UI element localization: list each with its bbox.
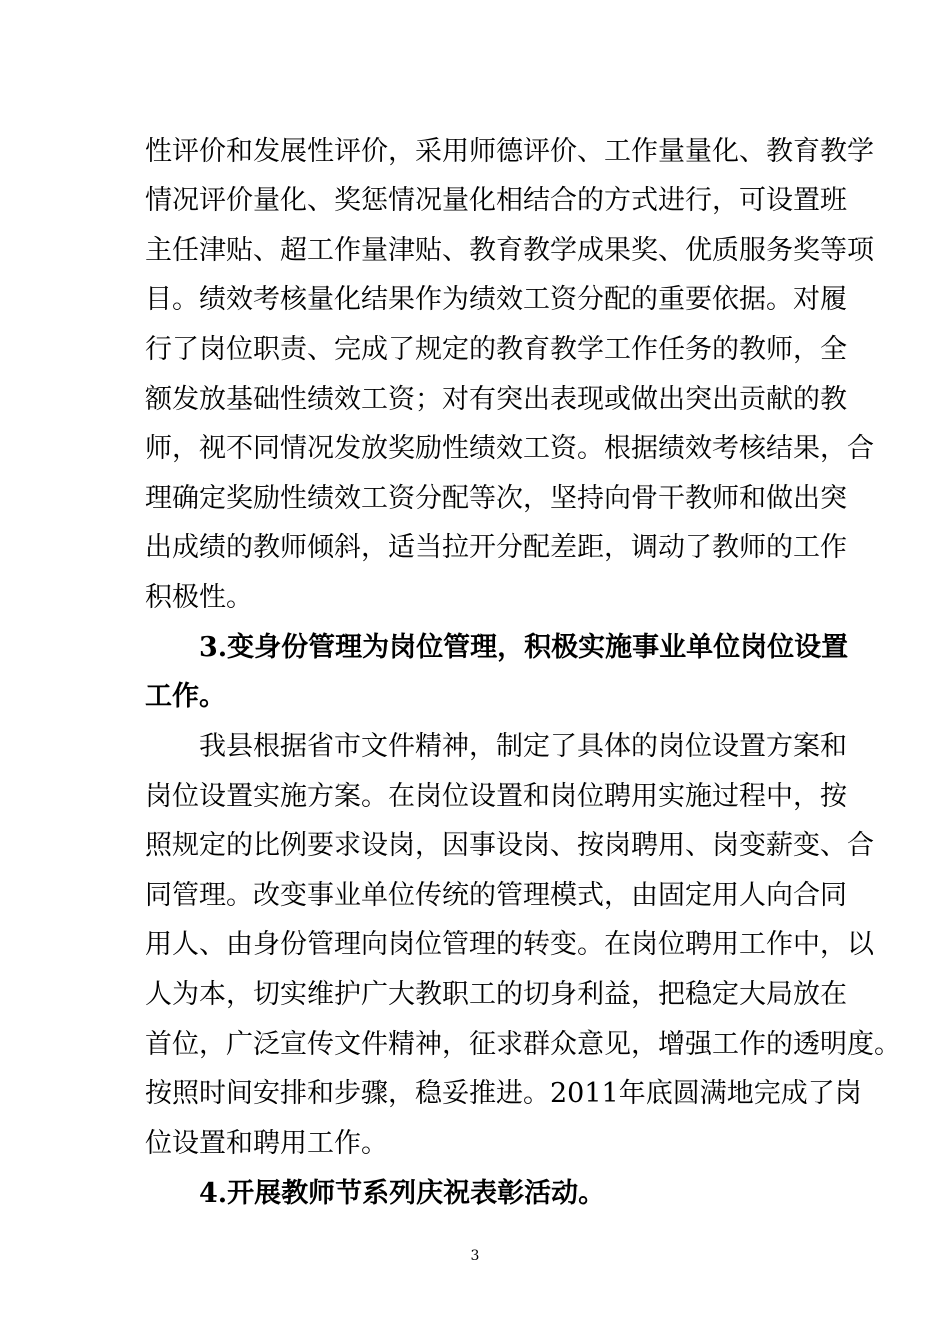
text-line-2: 情况评价量化、奖惩情况量化相结合的方式进行，可设置班 xyxy=(145,185,847,216)
text-line-15: 照规定的比例要求设岗，因事设岗、按岗聘用、岗变薪变、合 xyxy=(145,830,874,861)
text-line-20: 按照时间安排和步骤，稳妥推进。2011年底圆满地完成了岗 xyxy=(145,1078,862,1109)
text-line-19: 首位，广泛宣传文件精神，征求群众意见，增强工作的透明度。 xyxy=(145,1029,901,1060)
text-line-5: 行了岗位职责、完成了规定的教育教学工作任务的教师，全 xyxy=(145,334,847,365)
text-line-10: 积极性。 xyxy=(145,582,253,613)
section-heading-3-line-1: 3.变身份管理为岗位管理，积极实施事业单位岗位设置 xyxy=(199,632,849,663)
text-line-6: 额发放基础性绩效工资；对有突出表现或做出突出贡献的教 xyxy=(145,384,847,415)
text-line-1: 性评价和发展性评价，采用师德评价、工作量量化、教育教学 xyxy=(145,136,874,167)
text-line-9: 出成绩的教师倾斜，适当拉开分配差距，调动了教师的工作 xyxy=(145,532,847,563)
text-line-16: 同管理。改变事业单位传统的管理模式，由固定用人向合同 xyxy=(145,880,847,911)
section-heading-3-line-2: 工作。 xyxy=(145,681,226,712)
text-line-13: 我县根据省市文件精神，制定了具体的岗位设置方案和 xyxy=(199,731,847,762)
text-line-17: 用人、由身份管理向岗位管理的转变。在岗位聘用工作中，以 xyxy=(145,929,874,960)
text-line-4: 目。绩效考核量化结果作为绩效工资分配的重要依据。对履 xyxy=(145,284,847,315)
text-line-18: 人为本，切实维护广大教职工的切身利益，把稳定大局放在 xyxy=(145,979,847,1010)
text-line-3: 主任津贴、超工作量津贴、教育教学成果奖、优质服务奖等项 xyxy=(145,235,874,266)
text-line-21: 位设置和聘用工作。 xyxy=(145,1128,388,1159)
text-line-8: 理确定奖励性绩效工资分配等次，坚持向骨干教师和做出突 xyxy=(145,483,847,514)
text-line-14: 岗位设置实施方案。在岗位设置和岗位聘用实施过程中，按 xyxy=(145,781,847,812)
section-heading-4: 4.开展教师节系列庆祝表彰活动。 xyxy=(199,1178,606,1209)
page-number: 3 xyxy=(470,1248,480,1264)
text-line-7: 师，视不同情况发放奖励性绩效工资。根据绩效考核结果，合 xyxy=(145,433,874,464)
